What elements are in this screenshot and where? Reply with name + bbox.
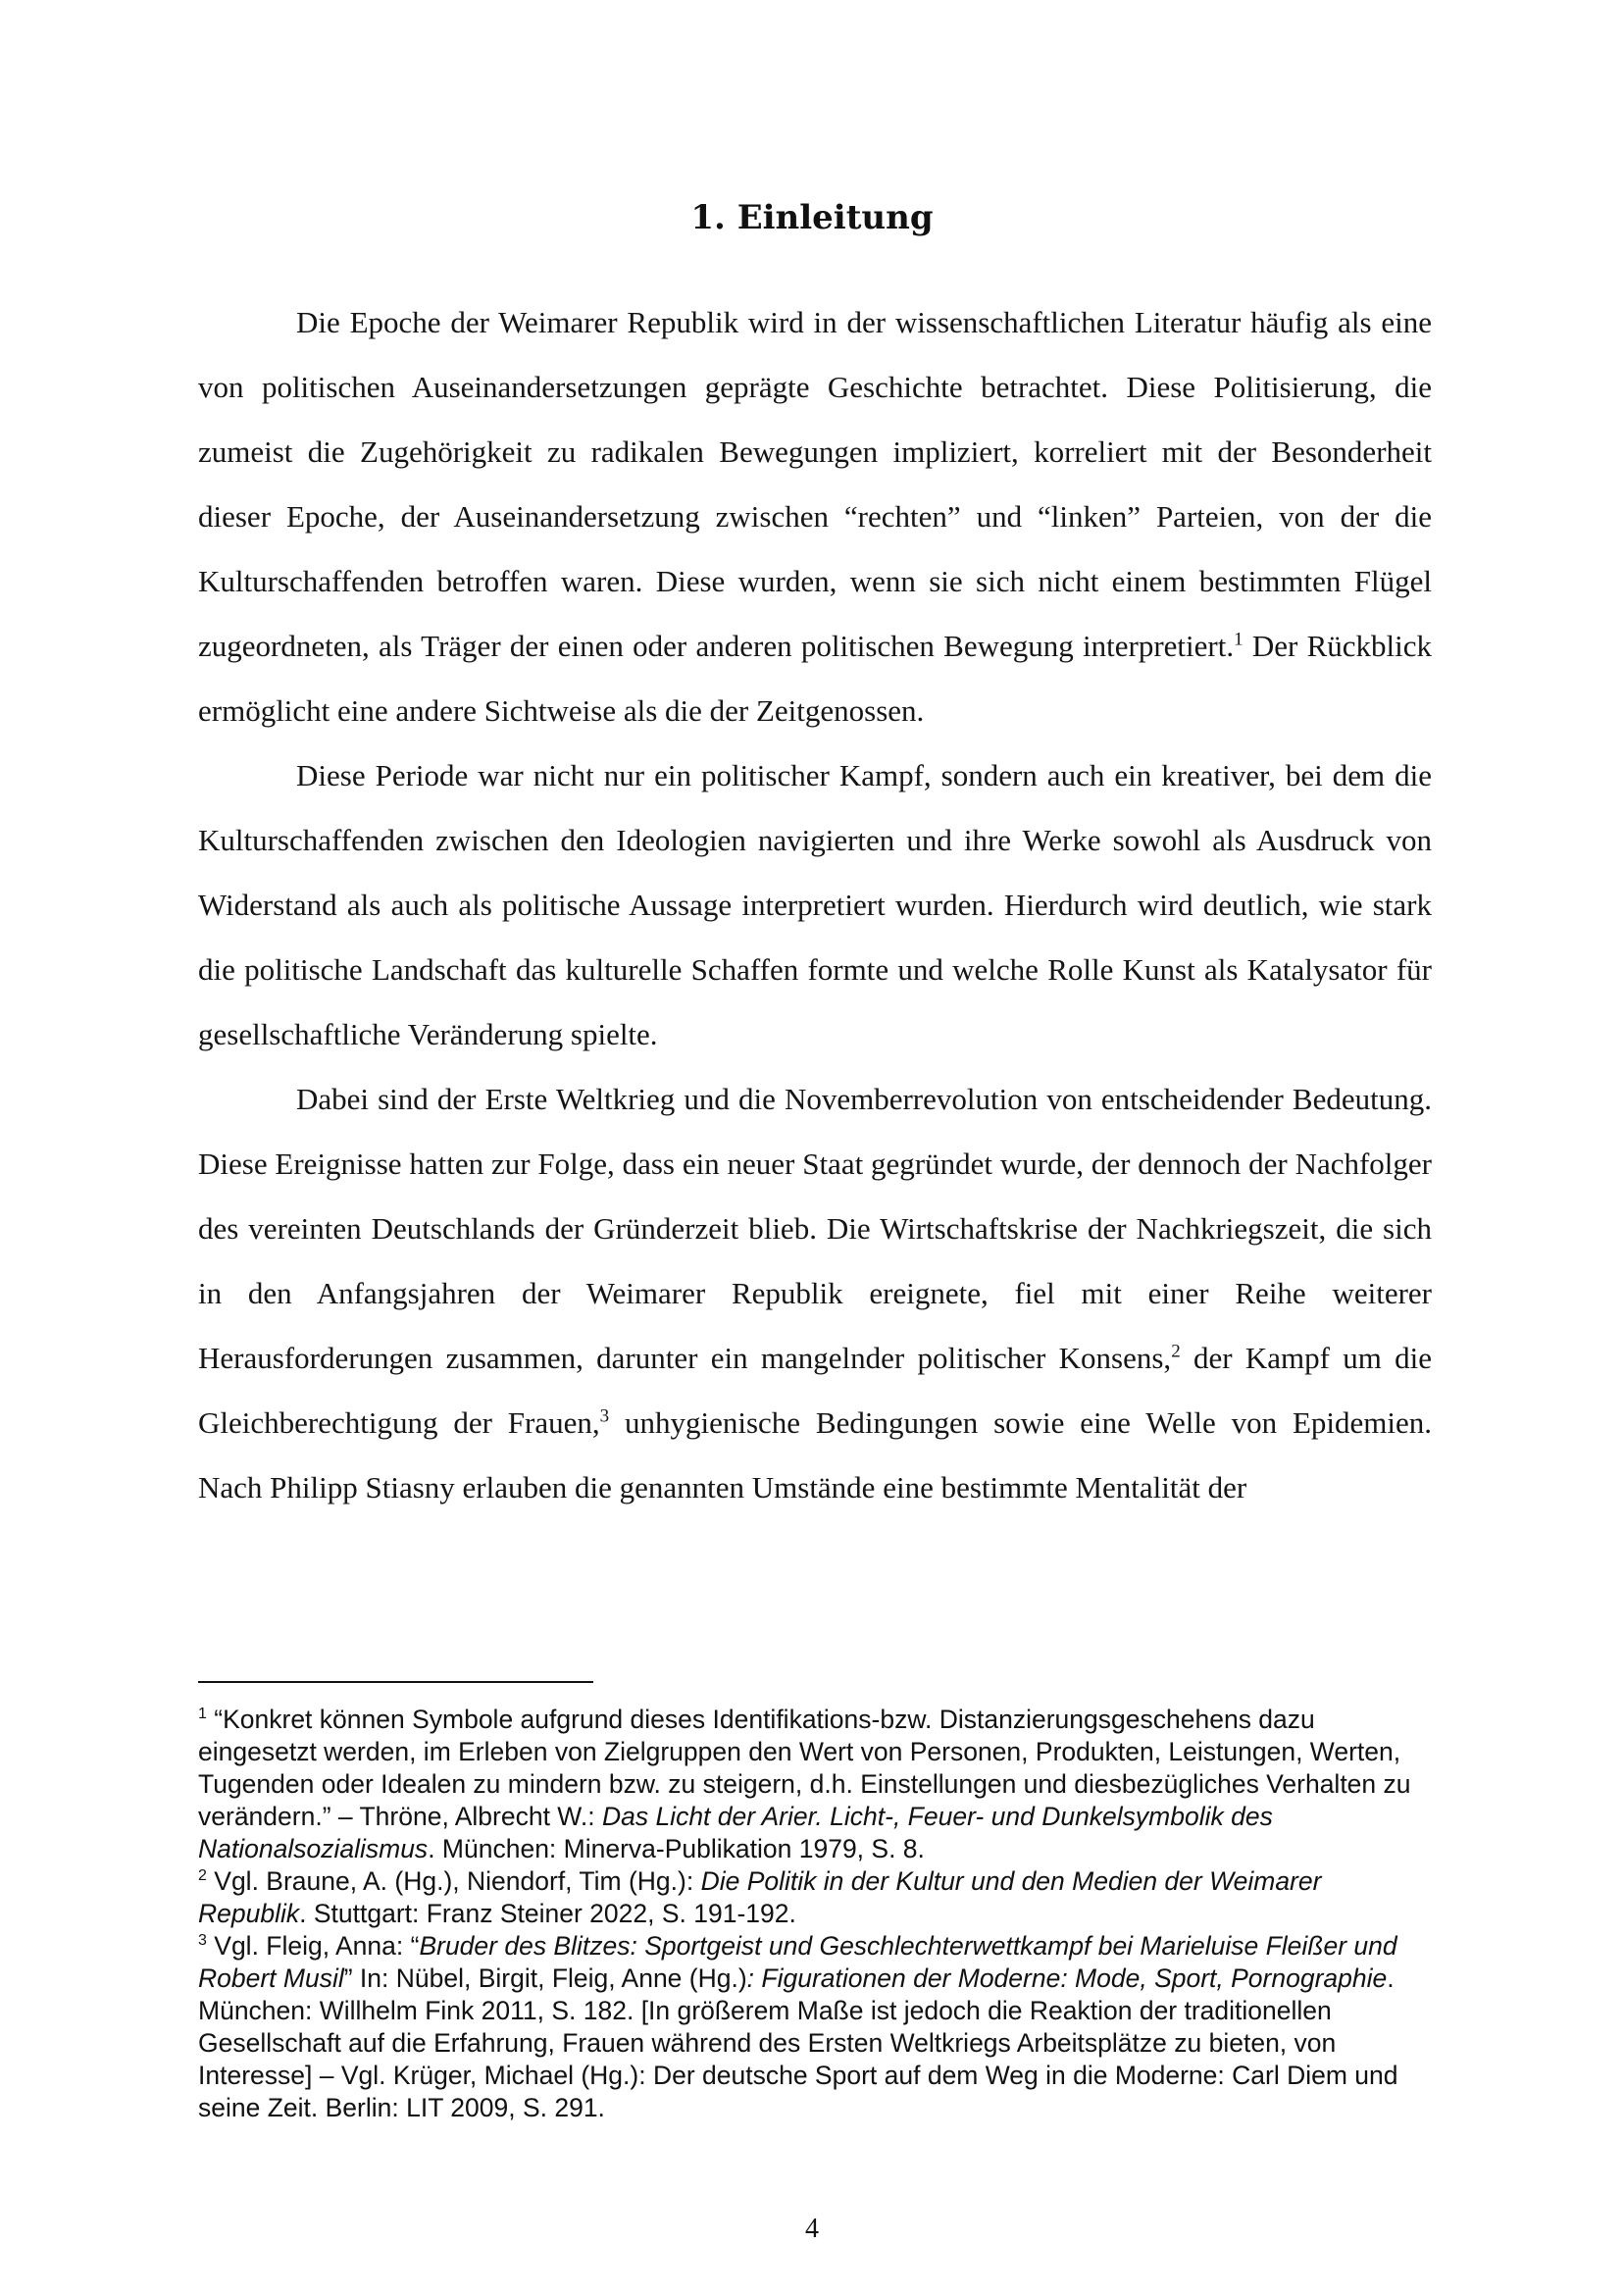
page-number: 4 — [805, 2214, 819, 2244]
footnotes — [198, 1704, 1432, 2124]
paragraph-3 — [198, 1067, 1432, 1520]
footnote-3-number: 3 — [198, 1932, 207, 1950]
footnote-ref-1[interactable]: 1 — [1234, 629, 1243, 650]
chapter-heading: 1. Einleitung — [690, 198, 934, 237]
footnote-separator — [198, 1681, 593, 1683]
paragraph-1-text-a: Die Epoche der Weimarer Republik wird in der wissenschaftlichen Literatur häufig als eine von politischen Auseinandersetzungen geprägte Geschichte betrachtet. Diese Politisierung, die zumeist die Zugehörigkeit zu radikalen Bewegungen impliziert, korreliert mit der Besonderheit dieser Epoche, der Auseinandersetzung zwischen “rechten” und “linken” Parteien, von der die Kulturschaffenden betroffen waren. Diese wurden, wenn sie sich nicht einem bestimmten Flügel zugeordneten, als Träger der einen oder anderen politischen Bewegung interpretiert. — [198, 305, 1432, 663]
footnote-1-number: 1 — [198, 1706, 207, 1723]
paragraph-3-text-b: der Kampf um die Gleichberechtigung der Frauen, — [198, 1341, 1432, 1440]
footnote-2-text: Vgl. Braune, A. (Hg.), Niendorf, Tim (Hg.): — [206, 1866, 701, 1896]
footnote-3-mid: ” In: Nübel, Birgit, Fleig, Anne (Hg.) — [343, 1963, 747, 1993]
paragraph-2: Diese Periode war nicht nur ein politischer Kampf, sondern auch ein kreativer, bei dem die Kulturschaffenden zwischen den Ideologien navigierten und ihre Werke sowohl als Ausdruck von Widerstand als auch als politische Aussage interpretiert wurden. Hierdurch wird deutlich, wie stark die politische Landschaft das kulturelle Schaffen formte und welche Rolle Kunst als Katalysator für gesellschaftliche Veränderung spielte. — [198, 758, 1432, 1051]
paragraph-3-text-a: Dabei sind der Erste Weltkrieg und die Novemberrevolution von entscheidender Bedeutung. Diese Ereignisse hatten zur Folge, dass ein neuer Staat gegründet wurde, der dennoch der Nachfolger des vereinten Deutschlands der Gründerzeit blieb. Die Wirtschaftskrise der Nachkriegszeit, die sich in den Anfangsjahren der Weimarer Republik ereignete, fiel mit einer Reihe weiterer Herausforderungen zusammen, darunter ein mangelnder politischer Konsens, — [198, 1082, 1432, 1375]
footnote-2 — [198, 1865, 1432, 1930]
footnote-3-text: Vgl. Fleig, Anna: “ — [206, 1931, 420, 1961]
footnote-ref-2[interactable]: 2 — [1171, 1341, 1181, 1362]
footnote-2-rest: . Stuttgart: Franz Steiner 2022, S. 191-192. — [299, 1899, 796, 1928]
footnote-1-rest: . München: Minerva-Publikation 1979, S. 8. — [428, 1834, 925, 1863]
body-text — [198, 290, 1432, 1520]
paragraph-3-text-c: unhygienische Bedingungen sowie eine Welle von Epidemien. Nach Philipp Stiasny erlauben die genannten Umstände eine bestimmte Mentalität der — [198, 1405, 1432, 1504]
paragraph-1-text-b: Der Rückblick ermöglicht eine andere Sichtweise als die der Zeitgenossen. — [198, 629, 1432, 728]
footnote-3-title-2: : Figurationen der Moderne: Mode, Sport, Pornographie — [746, 1963, 1388, 1993]
footnote-3 — [198, 1930, 1432, 2124]
footnote-2-title: Die Politik in der Kultur und den Medien der Weimarer Republik — [198, 1866, 1322, 1928]
footnote-ref-3[interactable]: 3 — [599, 1405, 610, 1427]
footnote-1-text: “Konkret können Symbole aufgrund dieses Identifikations-bzw. Distanzierungsgeschehens dazu eingesetzt werden, im Erleben von Zielgruppen den Wert von Personen, Produkten, Leistungen, Werten, Tugenden oder Idealen zu mindern bzw. zu steigern, d.h. Einstellungen und diesbezügliches Verhalten zu verändern.” – Thröne, Albrecht W.: — [198, 1705, 1411, 1831]
footnote-2-number: 2 — [198, 1867, 207, 1885]
footnote-1-title: Das Licht der Arier. Licht-, Feuer- und Dunkelsymbolik des Nationalsozialismus — [198, 1802, 1273, 1863]
paragraph-1 — [198, 290, 1432, 743]
footnote-1 — [198, 1704, 1432, 1865]
footnote-3-rest: . München: Willhelm Fink 2011, S. 182. [In größerem Maße ist jedoch die Reaktion der traditionellen Gesellschaft auf die Erfahrung, Frauen während des Ersten Weltkriegs Arbeitsplätze zu bieten, von Interesse] – Vgl. Krüger, Michael (Hg.): Der deutsche Sport auf dem Weg in die Moderne: Carl Diem und seine Zeit. Berlin: LIT 2009, S. 291. — [198, 1963, 1398, 2122]
footnote-3-title: Bruder des Blitzes: Sportgeist und Geschlechterwettkampf bei Marieluise Fleißer und Robert Musil — [198, 1931, 1397, 1993]
